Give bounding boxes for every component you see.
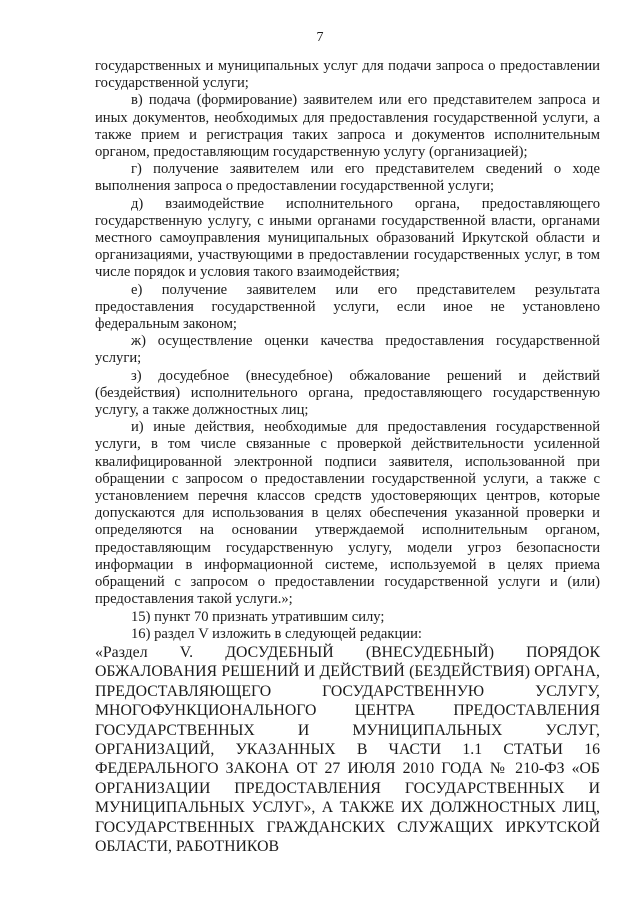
paragraph: г) получение заявителем или его представителем сведений о ходе выполнения запроса о предоставлении государственной услуги;: [95, 161, 600, 195]
paragraph: з) досудебное (внесудебное) обжалование решений и действий (бездействия) исполнительного органа, предоставляющего государственную услугу, а также должностных лиц;: [95, 367, 600, 419]
paragraph: е) получение заявителем или его представителем результата предоставления государственной услуги, если иное не установлено федеральным законом;: [95, 281, 600, 333]
paragraph: 16) раздел V изложить в следующей редакции:: [131, 625, 422, 642]
paragraph: ж) осуществление оценки качества предоставления государственной услуги;: [95, 333, 600, 367]
paragraph: и) иные действия, необходимые для предоставления государственной услуги, в том числе связанные с проверкой действительности усиленной квалифицированной электронной подписи заявителя, использованной при обращении с запросом о предоставлении государственной услуги, а также с установлением перечня классов средств удостоверяющих центров, которые допускаются для использования в целях обеспечения указанной проверки и определяются на основании утверждаемой исполнительным органом, предоставляющим государственную услугу, модели угроз безопасности информации в информационной системе, используемой в целях приема обращений с запросом о предоставлении государственной услуги и (или) предоставления такой услуги.»;: [95, 419, 600, 608]
paragraph: 15) пункт 70 признать утратившим силу;: [131, 608, 385, 625]
section-heading: «Раздел V. ДОСУДЕБНЫЙ (ВНЕСУДЕБНЫЙ) ПОРЯДОК ОБЖАЛОВАНИЯ РЕШЕНИЙ И ДЕЙСТВИЙ (БЕЗДЕЙСТВИЯ) ОРГАНА, ПРЕДОСТАВЛЯЮЩЕГО ГОСУДАРСТВЕННУЮ УСЛУГУ, МНОГОФУНКЦИОНАЛЬНОГО ЦЕНТРА ПРЕДОСТАВЛЕНИЯ ГОСУДАРСТВЕННЫХ И МУНИЦИПАЛЬНЫХ УСЛУГ, ОРГАНИЗАЦИЙ, УКАЗАННЫХ В ЧАСТИ 1.1 СТАТЬИ 16 ФЕДЕРАЛЬНОГО ЗАКОНА ОТ 27 ИЮЛЯ 2010 ГОДА № 210-ФЗ «ОБ ОРГАНИЗАЦИИ ПРЕДОСТАВЛЕНИЯ ГОСУДАРСТВЕННЫХ И МУНИЦИПАЛЬНЫХ УСЛУГ», А ТАКЖЕ ИХ ДОЛЖНОСТНЫХ ЛИЦ, ГОСУДАРСТВЕННЫХ ГРАЖДАНСКИХ СЛУЖАЩИХ ИРКУТСКОЙ ОБЛАСТИ, РАБОТНИКОВ: [95, 643, 600, 855]
paragraph: д) взаимодействие исполнительного органа, предоставляющего государственную услугу, с иными органами государственной власти, органами местного самоуправления муниципальных образований Иркутской области и организациями, участвующими в предоставлении государственных услуг, в том числе порядок и условия такого взаимодействия;: [95, 195, 600, 281]
paragraph: государственных и муниципальных услуг для подачи запроса о предоставлении государственной услуги;: [95, 58, 600, 92]
paragraph: в) подача (формирование) заявителем или его представителем запроса и иных документов, необходимых для предоставления государственной услуги, а также прием и регистрация таких запроса и документов исполнительным органом, предоставляющим государственную услугу (организацией);: [95, 92, 600, 161]
page-number: 7: [316, 30, 324, 45]
document-body: [95, 58, 600, 856]
